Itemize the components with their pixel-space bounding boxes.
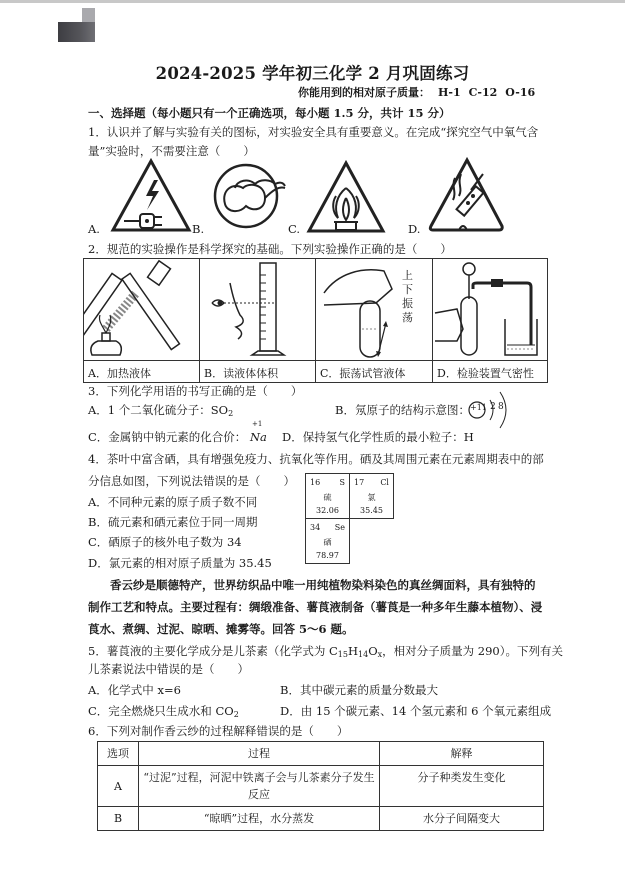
element-symbol: Se (334, 523, 345, 532)
annotation-char: 荡 (402, 311, 413, 324)
q5-stem-post: ，相对分子质量为 290）。下列有关 (382, 644, 563, 658)
q5-stem-line1 (88, 643, 563, 659)
page-title: 2024-2025 学年初三化学 2 月巩固练习 (155, 64, 470, 83)
q5-c-text: C．完全燃烧只生成水和 CO (88, 704, 234, 718)
mass-o: O-16 (505, 86, 536, 99)
symbol-h: H (347, 644, 358, 658)
q3-b-text: B．氖原子的结构示意图： (335, 403, 470, 417)
q4-option-b[interactable]: B．硫元素和硒元素位于同一周期 (88, 515, 258, 529)
q3-option-d[interactable]: D．保持氢气化学性质的最小粒子：H (282, 430, 474, 444)
subscript: 14 (358, 650, 369, 659)
passage-line1: 香云纱是顺德特产，世界纺织品中唯一用纯植物染料染色的真丝绸面料，具有独特的 (110, 578, 536, 592)
heating-liquid-figure (84, 259, 200, 360)
atomic-number: 16 (310, 478, 321, 487)
subscript: x (377, 650, 383, 659)
option-cell: A (98, 766, 139, 807)
option-cell: B (98, 807, 139, 831)
atomic-mass: 35.45 (360, 506, 383, 515)
redaction-block (58, 22, 95, 42)
table-header-row (98, 742, 544, 766)
q1-option-c-label[interactable]: C. (288, 222, 301, 236)
q4-option-a[interactable]: A．不同种元素的原子质子数不同 (88, 495, 258, 509)
section-heading: 一、选择题（每小题只有一个正确选项，每小题 1.5 分，共计 15 分） (88, 106, 451, 120)
element-cell-chlorine (349, 473, 394, 519)
shake-annotation (402, 269, 414, 325)
process-cell: “过泥”过程，河泥中铁离子会与儿茶素分子发生反应 (139, 766, 380, 807)
atomic-number: 34 (310, 523, 321, 532)
table-row[interactable] (98, 766, 544, 807)
q3-option-a[interactable] (88, 402, 233, 418)
shell-1-electrons: 2 (490, 402, 496, 412)
atomic-masses (298, 84, 535, 100)
atomic-mass: 32.06 (316, 506, 339, 515)
shell-2-electrons: 8 (498, 402, 504, 412)
q2-figure-table (83, 258, 548, 383)
symbol-o: O (368, 644, 378, 658)
q3-option-c[interactable] (88, 420, 267, 445)
nucleus-charge: +11 (470, 403, 487, 412)
shaking-tube-figure (316, 259, 433, 360)
element-cell-sulfur (305, 473, 350, 519)
q5-option-a[interactable]: A．化学式中 x=6 (88, 683, 181, 697)
element-name: 硒 (323, 538, 332, 547)
q1-stem-line1: 1．认识并了解与实验有关的图标，对实验安全具有重要意义。在完成“探究空气中氧气含 (88, 125, 539, 139)
mass-h: H-1 (438, 86, 461, 99)
q6-table (97, 741, 544, 831)
masses-label: 你能用到的相对原子质量： (298, 86, 430, 99)
element-name: 氯 (367, 493, 376, 502)
atom-structure-diagram (468, 390, 518, 434)
q1-option-a-label[interactable]: A. (88, 222, 100, 236)
passage-line2: 制作工艺和特点。主要过程有：绸缎准备、薯莨液制备（薯莨是一种多年生藤本植物）、浸 (88, 600, 543, 614)
atomic-mass: 78.97 (316, 551, 339, 560)
annotation-char: 上 (402, 269, 413, 282)
q3-c-text: C．金属钠中钠元素的化合价： (88, 430, 247, 444)
q1-option-b-label[interactable]: B. (192, 222, 205, 236)
subscript: 15 (337, 650, 348, 659)
q3-a-sub: 2 (228, 409, 234, 418)
table-row[interactable] (98, 807, 544, 831)
q5-option-c[interactable] (88, 703, 239, 719)
q4-stem-line1: 4．茶叶中富含硒，具有增强免疫力、抗氧化等作用。硒及其周围元素在元素周期表中的部 (88, 452, 544, 466)
process-cell: “晾晒”过程，水分蒸发 (139, 807, 380, 831)
hot-hand-icon (213, 160, 289, 236)
element-symbol: Cl (380, 478, 389, 487)
q5-stem-pre: 5．薯莨液的主要化学成分是儿茶素（化学式为 C (88, 644, 338, 658)
element-name: 硫 (323, 493, 332, 502)
q5-stem-line2: 儿茶素说法中错误的是（ ） (88, 662, 249, 676)
q2-stem: 2．规范的实验操作是科学探究的基础。下列实验操作正确的是（ ） (88, 242, 452, 256)
atomic-number: 17 (354, 478, 365, 487)
q3-a-text: A．1 个二氧化硫分子：SO (88, 403, 229, 417)
heating-tube-icon (427, 156, 505, 238)
electric-hazard-icon (110, 158, 192, 238)
q2-option-a[interactable]: A．加热液体 (84, 360, 200, 382)
q3-stem: 3．下列化学用语的书写正确的是（ ） (88, 384, 303, 398)
q4-option-c[interactable]: C．硒原子的核外电子数为 34 (88, 535, 242, 549)
q1-stem-line2: 量”实验时，不需要注意（ ） (88, 144, 255, 158)
column-header-process: 过程 (139, 742, 380, 766)
q2-option-b[interactable]: B．读液体体积 (200, 360, 316, 382)
explanation-cell: 水分子间隔变大 (380, 807, 544, 831)
column-header-option: 选项 (98, 742, 139, 766)
valence-mark: +1 (251, 420, 263, 428)
q1-option-d-label[interactable]: D. (408, 222, 421, 236)
element-cell-selenium (305, 518, 350, 564)
q2-option-c[interactable]: C．振荡试管液体 (316, 360, 433, 382)
q5-option-d[interactable]: D．由 15 个碳元素、14 个氢元素和 6 个氧元素组成 (280, 704, 552, 718)
q4-stem-line2: 分信息如图，下列说法错误的是（ ） (88, 474, 295, 488)
mass-c: C-12 (468, 86, 498, 99)
annotation-char: 下 (402, 283, 413, 296)
q6-stem: 6．下列对制作香云纱的过程解释错误的是（ ） (88, 724, 349, 738)
q5-option-b[interactable]: B．其中碳元素的质量分数最大 (280, 683, 438, 697)
q4-option-d[interactable]: D．氯元素的相对原子质量为 35.45 (88, 556, 272, 570)
q3-option-b[interactable] (335, 402, 470, 418)
subscript: 2 (233, 710, 239, 719)
column-header-explanation: 解释 (380, 742, 544, 766)
reading-cylinder-figure (200, 259, 316, 360)
flame-hazard-icon (306, 160, 386, 238)
element-symbol: S (339, 478, 345, 487)
annotation-char: 振 (402, 297, 413, 310)
q2-option-d[interactable]: D．检验装置气密性 (433, 360, 547, 382)
scan-top-border (0, 0, 625, 3)
element-symbol: Na (249, 430, 267, 444)
passage-line3: 莨水、煮绸、过泥、晾晒、摊雾等。回答 5～6 题。 (88, 622, 354, 636)
explanation-cell: 分子种类发生变化 (380, 766, 544, 807)
airtightness-check-figure (433, 259, 547, 360)
